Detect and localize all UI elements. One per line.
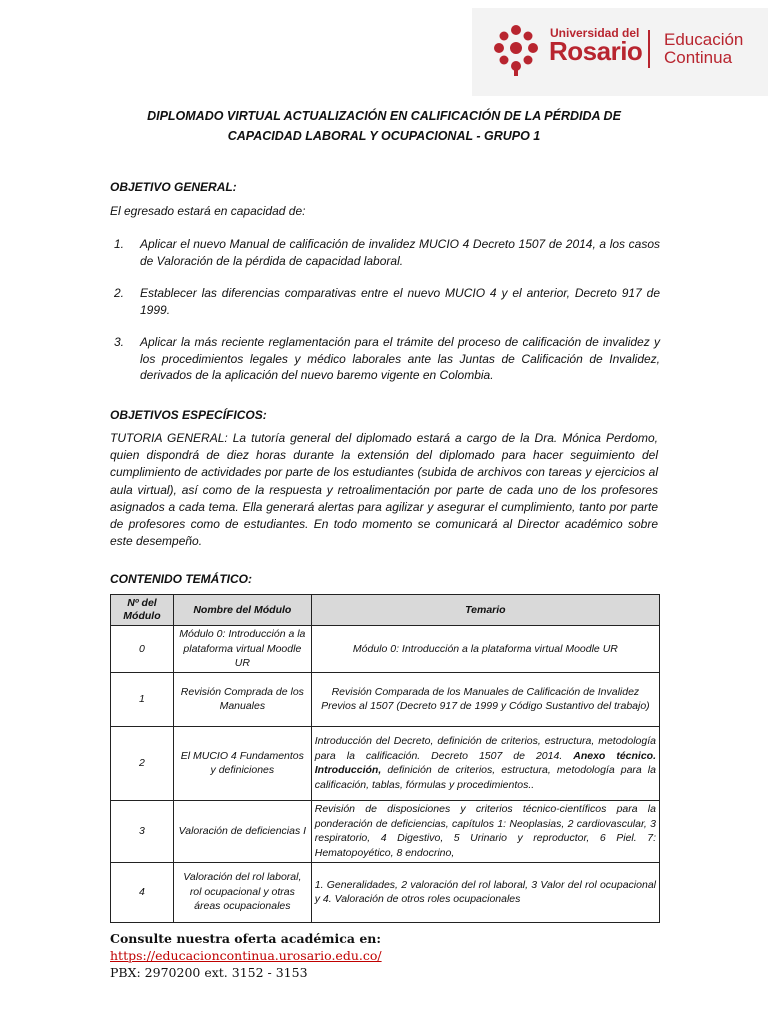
module-number: 4	[111, 862, 174, 922]
footer-contact	[110, 930, 382, 981]
objective-item	[114, 285, 660, 318]
objetivo-general-intro: El egresado estará en capacidad de:	[110, 204, 306, 218]
program-name-line2: Continua	[664, 48, 733, 67]
title-line-1: DIPLOMADO VIRTUAL ACTUALIZACIÓN EN CALIFICACIÓN DE LA PÉRDIDA DE	[147, 109, 621, 123]
table-row	[111, 800, 660, 862]
objetivos-especificos-heading: OBJETIVOS ESPECÍFICOS:	[110, 408, 267, 422]
module-number: 3	[111, 800, 174, 862]
module-name: Revisión Comprada de los Manuales	[173, 672, 311, 726]
module-name: El MUCIO 4 Fundamentos y definiciones	[173, 726, 311, 800]
university-name-line2: Rosario	[549, 36, 643, 66]
module-temario: Módulo 0: Introducción a la plataforma virtual Moodle UR	[311, 626, 659, 673]
table-row	[111, 672, 660, 726]
university-seal-icon	[490, 20, 542, 76]
module-name: Valoración de deficiencias I	[173, 800, 311, 862]
footer-pbx: PBX: 2970200 ext. 3152 - 3153	[110, 965, 308, 980]
temario-bold-text: Anexo técnico. Introducción,	[314, 749, 657, 776]
footer-website-link[interactable]: https://educacioncontinua.urosario.edu.co/	[110, 948, 382, 963]
logo-divider	[648, 30, 650, 68]
objetivo-general-heading: OBJETIVO GENERAL:	[110, 180, 237, 194]
module-temario	[311, 726, 659, 800]
tutoria-paragraph: TUTORIA GENERAL: La tutoría general del diplomado estará a cargo de la Dra. Mónica Perdomo, quien dispondrá de diez horas durante la extensión del diplomado para hacer seguimiento del cumplimiento de actividades por parte de los estudiantes (subida de archivos con tareas y ejercicios al aula virtual), así como de la respuesta y retroalimentación por parte de cada uno de los profesores asignados a cada tema. Ella generará alertas para agilizar y asegurar el cumplimiento, tanto por parte de profesores como de estudiantes. En todo momento se comunicará al Director académico sobre este desempeño.	[110, 431, 658, 549]
objective-text: Aplicar la más reciente reglamentación para el trámite del proceso de calificación de invalidez y los procedimientos legales y médico laborales ante las Juntas de Calificación de Invalidez, derivados de la aplicación del nuevo baremo vigente en Colombia.	[140, 335, 660, 382]
module-number: 1	[111, 672, 174, 726]
module-temario: 1. Generalidades, 2 valoración del rol laboral, 3 Valor del rol ocupacional y 4. Valoración de otros roles ocupacionales	[311, 862, 659, 922]
column-header-temario: Temario	[311, 595, 659, 626]
contenido-tematico-heading: CONTENIDO TEMÁTICO:	[110, 572, 252, 586]
objective-number: 2.	[114, 286, 125, 300]
module-number: 2	[111, 726, 174, 800]
objective-number: 3.	[114, 335, 125, 349]
table-row	[111, 626, 660, 673]
university-name-line1: Universidad del	[550, 26, 640, 40]
objective-item	[114, 334, 660, 384]
table-header-row	[111, 595, 660, 626]
title-line-2: CAPACIDAD LABORAL Y OCUPACIONAL - GRUPO 1	[227, 129, 541, 143]
objective-text: Establecer las diferencias comparativas entre el nuevo MUCIO 4 y el anterior, Decreto 917 de 1999.	[140, 286, 660, 317]
modules-table	[110, 594, 660, 923]
footer-offer-label: Consulte nuestra oferta académica en:	[110, 931, 381, 946]
temario-text: Introducción del Decreto, definición de criterios, estructura, metodología para la calificación. Decreto 1507 de 2014.	[314, 735, 656, 762]
module-temario: Revisión de disposiciones y criterios técnico-científicos para la ponderación de deficiencias, capítulos 1: Neoplasias, 2 cardiovascular, 3 respiratorio, 4 Digestivo, 5 Urinario y reproductor, 6 Piel. 7: Hematopoyético, 8 endocrino,	[311, 800, 659, 862]
column-header-num: Nº del Módulo	[111, 595, 174, 626]
document-title	[100, 106, 668, 146]
module-temario: Revisión Comparada de los Manuales de Calificación de Invalidez Previos al 1507 (Decreto 917 de 1999 y Código Sustantivo del trabajo)	[311, 672, 659, 726]
column-header-name: Nombre del Módulo	[173, 595, 311, 626]
program-name-line1: Educación	[664, 30, 744, 49]
table-row	[111, 862, 660, 922]
objective-number: 1.	[114, 237, 125, 251]
table-row	[111, 726, 660, 800]
module-number: 0	[111, 626, 174, 673]
module-name: Módulo 0: Introducción a la plataforma virtual Moodle UR	[173, 626, 311, 673]
objective-item	[114, 236, 660, 269]
temario-text: definición de criterios, estructura, metodología para la calificación, tablas, fórmulas y procedimientos..	[314, 764, 656, 791]
module-name: Valoración del rol laboral, rol ocupacional y otras áreas ocupacionales	[173, 862, 311, 922]
objective-text: Aplicar el nuevo Manual de calificación de invalidez MUCIO 4 Decreto 1507 de 2014, a los casos de Valoración de la pérdida de capacidad laboral.	[140, 237, 660, 268]
